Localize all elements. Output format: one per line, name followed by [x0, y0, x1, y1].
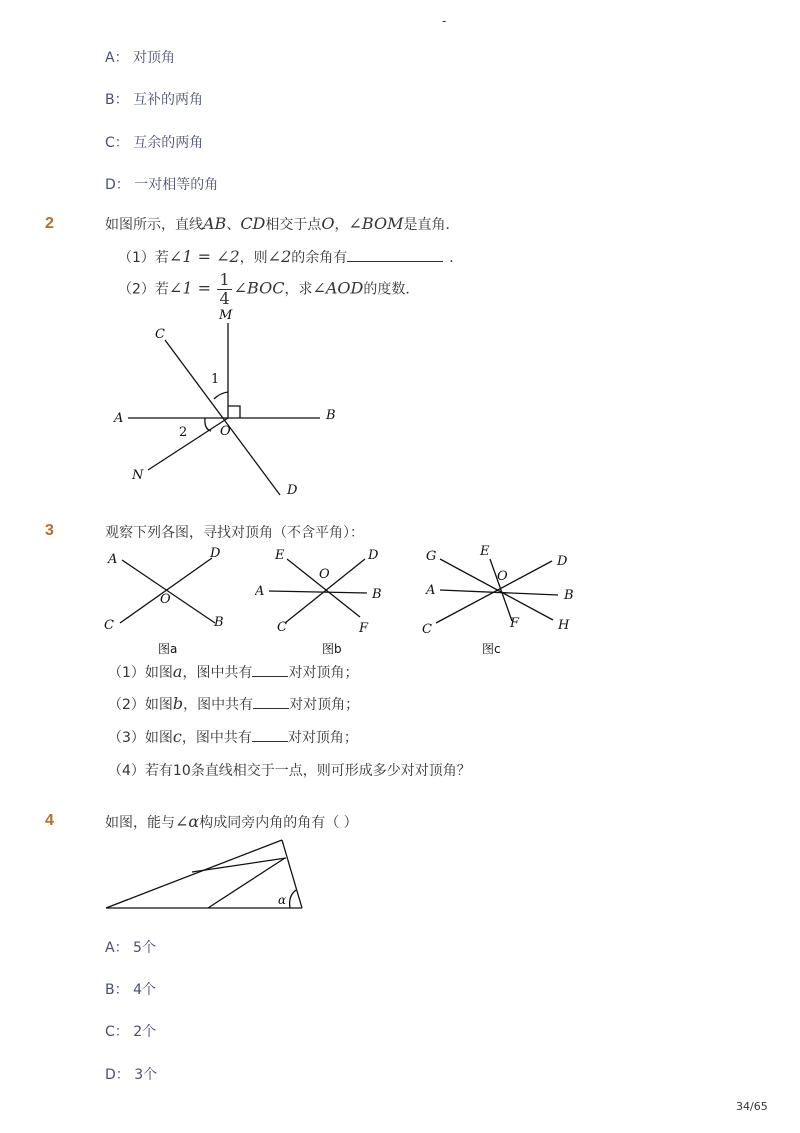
angle-1: ∠1 =: [168, 278, 211, 298]
label-a: A: [108, 552, 118, 567]
option-text: 2个: [133, 1024, 157, 1040]
label-a: A: [114, 411, 124, 426]
q3-stem: 观察下列各图，寻找对顶角（不含平角）：: [105, 525, 364, 541]
top-line: [106, 840, 282, 908]
option-text: 互补的两角: [133, 92, 204, 108]
option-letter: A：: [105, 940, 129, 956]
part-text: 的度数．: [363, 281, 420, 298]
line-cd: CD: [240, 214, 266, 233]
line-ab: AB: [203, 214, 227, 233]
option-letter: A：: [105, 50, 129, 66]
label-d: D: [557, 554, 568, 569]
answer-blank[interactable]: [252, 676, 288, 677]
answer-blank[interactable]: [252, 741, 288, 742]
part-text: （1）如图: [108, 665, 173, 681]
option-text: 3个: [134, 1067, 158, 1083]
right-angle-mark: [228, 406, 240, 418]
q4-figure: [100, 828, 310, 918]
separator: 、: [226, 217, 241, 233]
q2-figure: [100, 305, 360, 505]
option-letter: D：: [105, 177, 130, 193]
page-number: 34/65: [736, 1100, 768, 1113]
option-text: 5个: [133, 940, 156, 956]
q3-figure-c: [418, 545, 583, 660]
figure-var: b: [172, 694, 184, 713]
part-text: （1）若: [118, 250, 169, 266]
label-b: B: [564, 588, 574, 603]
q1-option-a[interactable]: [105, 47, 175, 67]
option-letter: D：: [105, 1067, 130, 1083]
q3-figure-b: [255, 545, 390, 660]
label-alpha: α: [278, 893, 287, 907]
q4-option-b[interactable]: [105, 979, 156, 999]
label-c: C: [104, 618, 114, 633]
line-3: [269, 591, 367, 593]
q3-part2: [108, 694, 359, 714]
stem-text: 相交于点: [265, 217, 322, 233]
fraction: $\frac{1}{4}$: [219, 270, 230, 308]
stem-text: 如图所示，直线: [105, 217, 203, 233]
label-e: E: [480, 545, 490, 559]
q4-option-d[interactable]: [105, 1064, 157, 1084]
label-m: M: [219, 308, 233, 323]
part-text: 对对顶角；: [288, 665, 359, 681]
label-b: B: [214, 615, 224, 630]
part-text: （2）如图: [108, 697, 173, 713]
q3-part3: [108, 727, 358, 747]
q2-part2: [118, 271, 419, 308]
part-text: ，求: [284, 281, 313, 298]
figure-var: a: [172, 662, 183, 681]
option-letter: B：: [105, 982, 129, 998]
q3-part4: （4）若有10条直线相交于一点，则可形成多少对对顶角？: [108, 763, 471, 779]
label-o: O: [220, 424, 231, 439]
label-h: H: [558, 618, 570, 633]
question-number: 4: [45, 812, 54, 829]
ray-on: [148, 418, 228, 470]
equation: ∠1 = ∠2: [168, 247, 240, 266]
label-e: E: [275, 548, 285, 563]
part-text: 对对顶角；: [289, 697, 360, 713]
stem-text: 如图，能与: [105, 815, 175, 831]
label-2: 2: [179, 425, 188, 440]
q4-option-c[interactable]: [105, 1021, 156, 1041]
point-o: O: [321, 214, 335, 233]
label-c: C: [422, 622, 432, 637]
diagonal-line: [208, 858, 285, 908]
q1-option-d[interactable]: [105, 174, 218, 194]
label-o: O: [319, 567, 330, 582]
caption: 图a: [158, 642, 178, 656]
label-c: C: [155, 327, 165, 342]
question-number: 3: [45, 522, 54, 539]
part-text: 对对顶角；: [287, 730, 358, 746]
part-text: ．: [449, 250, 464, 266]
option-text: 4个: [133, 982, 156, 998]
option-letter: C：: [105, 1024, 129, 1040]
angle-alpha: ∠α: [175, 812, 200, 831]
label-g: G: [426, 549, 437, 564]
label-o: O: [497, 569, 508, 584]
label-b: B: [326, 408, 336, 423]
q1-option-c[interactable]: [105, 132, 203, 152]
header-mark: -: [442, 14, 447, 28]
option-text: 对顶角: [133, 50, 176, 66]
stem-text: 构成同旁内角的角有（ ）: [199, 815, 358, 831]
angle-2: ∠2: [267, 247, 292, 266]
q3-figure-a: [100, 545, 235, 660]
label-c: C: [277, 620, 287, 635]
part-text: （3）如图: [108, 730, 173, 746]
q2-stem: [105, 214, 459, 234]
label-a: A: [255, 584, 265, 599]
answer-blank[interactable]: [347, 261, 443, 262]
question-number: 2: [45, 215, 54, 232]
q4-option-a[interactable]: [105, 937, 156, 957]
separator: ，: [334, 217, 349, 233]
option-text: 互余的两角: [133, 135, 204, 151]
label-d: D: [368, 548, 379, 563]
option-letter: C：: [105, 135, 129, 151]
option-letter: B：: [105, 92, 129, 108]
part-text: ，则: [239, 250, 268, 266]
q2-part1: [118, 247, 463, 267]
part-text: ，图中共有: [183, 697, 254, 713]
label-o: O: [160, 592, 171, 607]
label-d: D: [210, 546, 221, 561]
q1-option-b[interactable]: [105, 89, 203, 109]
part-text: ，图中共有: [182, 665, 253, 681]
caption: 图c: [482, 642, 501, 656]
part-text: 的余角有: [291, 250, 348, 266]
q3-part1: [108, 662, 358, 682]
angle-aod: ∠AOD: [312, 278, 364, 298]
part-text: ，图中共有: [181, 730, 252, 746]
answer-blank[interactable]: [253, 708, 289, 709]
label-1: 1: [211, 372, 220, 387]
figure-var: c: [172, 727, 182, 746]
label-b: B: [372, 587, 382, 602]
option-text: 一对相等的角: [134, 177, 219, 193]
label-n: N: [132, 468, 144, 483]
angle-1-arc: [214, 392, 228, 399]
inner-line: [192, 858, 286, 872]
caption: 图b: [322, 642, 342, 656]
stem-text: 是直角．: [403, 217, 460, 233]
label-d: D: [287, 483, 298, 498]
angle-bom: ∠BOM: [348, 214, 404, 233]
alpha-arc: [290, 890, 296, 908]
angle-boc: ∠BOC: [233, 278, 285, 298]
label-f: F: [359, 621, 369, 636]
part-text: （2）若: [118, 281, 169, 298]
label-f: F: [510, 616, 520, 631]
label-a: A: [426, 583, 436, 598]
